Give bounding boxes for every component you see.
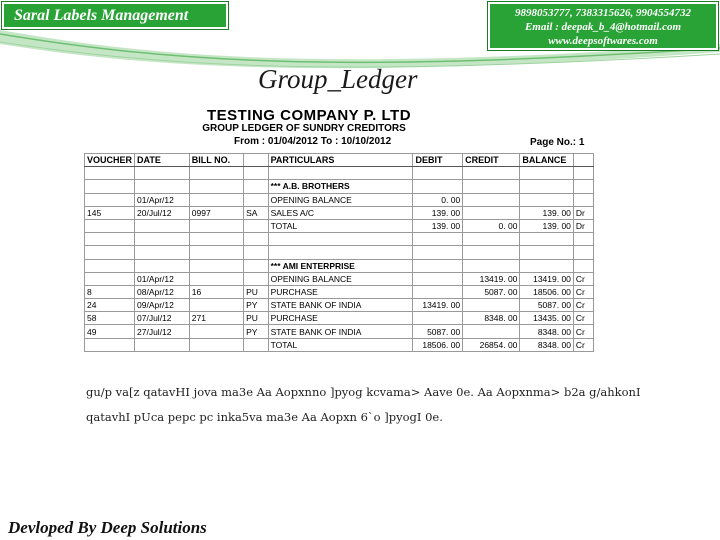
table-cell: 18506. 00 <box>413 338 463 351</box>
table-cell <box>189 219 243 232</box>
ledger-column-header: DATE <box>135 154 190 167</box>
table-cell: Dr <box>573 206 593 219</box>
ledger-column-header: PARTICULARS <box>268 154 413 167</box>
table-row <box>85 338 594 351</box>
table-cell: SA <box>244 206 268 219</box>
table-cell <box>573 259 593 272</box>
table-cell: STATE BANK OF INDIA <box>268 299 413 312</box>
table-cell <box>85 233 135 246</box>
table-cell <box>573 167 593 180</box>
table-cell <box>244 259 268 272</box>
table-cell: 01/Apr/12 <box>135 272 190 285</box>
ledger-column-header: BILL NO. <box>189 154 243 167</box>
contact-info-box <box>488 2 718 50</box>
table-cell <box>189 167 243 180</box>
table-cell <box>85 259 135 272</box>
table-cell: 20/Jul/12 <box>135 206 190 219</box>
contact-phones: 9898053777, 7383315626, 9904554732 <box>515 7 691 19</box>
table-cell <box>244 219 268 232</box>
table-cell <box>189 259 243 272</box>
table-cell <box>85 338 135 351</box>
table-cell: Cr <box>573 312 593 325</box>
table-cell: OPENING BALANCE <box>268 272 413 285</box>
table-cell <box>463 180 520 193</box>
table-cell <box>189 180 243 193</box>
table-cell: PU <box>244 312 268 325</box>
table-cell <box>135 259 190 272</box>
table-cell <box>413 272 463 285</box>
table-row <box>85 285 594 298</box>
table-cell: 09/Apr/12 <box>135 299 190 312</box>
table-cell <box>189 272 243 285</box>
table-cell <box>189 233 243 246</box>
table-cell: 26854. 00 <box>463 338 520 351</box>
table-cell <box>520 246 574 259</box>
table-cell <box>189 338 243 351</box>
table-cell: PURCHASE <box>268 312 413 325</box>
table-cell <box>413 246 463 259</box>
table-cell: 13419. 00 <box>520 272 574 285</box>
table-cell: 58 <box>85 312 135 325</box>
table-cell: PU <box>244 285 268 298</box>
app-title-box <box>2 2 228 29</box>
table-row <box>85 259 594 272</box>
table-cell <box>85 167 135 180</box>
table-cell: 49 <box>85 325 135 338</box>
table-cell: 13435. 00 <box>520 312 574 325</box>
table-row <box>85 233 594 246</box>
table-cell: 08/Apr/12 <box>135 285 190 298</box>
table-cell <box>268 246 413 259</box>
table-cell <box>244 233 268 246</box>
table-cell: 0. 00 <box>413 193 463 206</box>
ledger-column-header: DEBIT <box>413 154 463 167</box>
table-row <box>85 206 594 219</box>
table-cell <box>135 246 190 259</box>
ledger-column-header <box>573 154 593 167</box>
table-row <box>85 193 594 206</box>
table-cell: 139. 00 <box>413 206 463 219</box>
table-row <box>85 299 594 312</box>
table-cell <box>463 259 520 272</box>
table-cell: PURCHASE <box>268 285 413 298</box>
table-cell: TOTAL <box>268 338 413 351</box>
table-cell <box>463 299 520 312</box>
table-cell: TOTAL <box>268 219 413 232</box>
table-cell: *** A.B. BROTHERS <box>268 180 413 193</box>
table-cell <box>413 259 463 272</box>
table-row <box>85 272 594 285</box>
table-cell: 8348. 00 <box>520 325 574 338</box>
table-cell <box>573 246 593 259</box>
table-cell <box>189 299 243 312</box>
table-cell: 24 <box>85 299 135 312</box>
table-cell: 18506. 00 <box>520 285 574 298</box>
table-cell: SALES A/C <box>268 206 413 219</box>
table-cell: 8 <box>85 285 135 298</box>
table-cell <box>463 233 520 246</box>
table-cell <box>189 325 243 338</box>
table-row <box>85 180 594 193</box>
table-cell: 0997 <box>189 206 243 219</box>
table-cell <box>573 233 593 246</box>
table-cell: 07/Jul/12 <box>135 312 190 325</box>
table-cell <box>413 312 463 325</box>
table-cell <box>463 246 520 259</box>
table-cell: 27/Jul/12 <box>135 325 190 338</box>
table-cell: 5087. 00 <box>413 325 463 338</box>
table-cell <box>135 167 190 180</box>
table-cell <box>135 219 190 232</box>
table-cell <box>463 206 520 219</box>
table-cell <box>463 325 520 338</box>
table-cell: 271 <box>189 312 243 325</box>
report-subtitle: GROUP LEDGER OF SUNDRY CREDITORS <box>202 123 406 134</box>
table-cell <box>135 233 190 246</box>
table-cell: 01/Apr/12 <box>135 193 190 206</box>
table-cell <box>413 233 463 246</box>
table-cell <box>520 180 574 193</box>
contact-website: www.deepsoftwares.com <box>548 35 658 47</box>
table-cell <box>85 272 135 285</box>
table-cell <box>244 272 268 285</box>
ledger-column-header <box>244 154 268 167</box>
table-cell: Cr <box>573 338 593 351</box>
table-cell: Cr <box>573 285 593 298</box>
ledger-column-header: VOUCHER <box>85 154 135 167</box>
app-title: Saral Labels Management <box>14 7 189 24</box>
table-cell: 5087. 00 <box>463 285 520 298</box>
table-cell <box>85 219 135 232</box>
table-cell: Cr <box>573 272 593 285</box>
table-cell <box>85 246 135 259</box>
table-cell <box>268 167 413 180</box>
ledger-column-header: BALANCE <box>520 154 574 167</box>
table-cell <box>520 233 574 246</box>
ledger-report-image <box>84 103 594 373</box>
table-cell <box>573 193 593 206</box>
table-cell: 5087. 00 <box>520 299 574 312</box>
table-cell <box>463 167 520 180</box>
footer-credit: Devloped By Deep Solutions <box>8 518 207 537</box>
table-cell <box>413 167 463 180</box>
contact-email: Email : deepak_b_4@hotmail.com <box>524 21 682 33</box>
table-cell: *** AMI ENTERPRISE <box>268 259 413 272</box>
table-cell: 145 <box>85 206 135 219</box>
table-cell <box>244 180 268 193</box>
table-cell <box>135 180 190 193</box>
table-cell: PY <box>244 299 268 312</box>
table-row <box>85 167 594 180</box>
table-row <box>85 246 594 259</box>
table-cell: 8348. 00 <box>463 312 520 325</box>
report-page-number: Page No.: 1 <box>530 137 585 148</box>
table-cell <box>413 180 463 193</box>
table-cell: PY <box>244 325 268 338</box>
table-cell: Dr <box>573 219 593 232</box>
table-cell <box>520 259 574 272</box>
table-cell <box>85 193 135 206</box>
ledger-header-row <box>85 154 594 167</box>
page-title: Group_Ledger <box>258 64 418 94</box>
description-note: gu/p va[z qatavHI jova ma3e Aa Aopxnno ]pyog kcvama> Aave 0e. Aa Aopxnma> b2a g/ahkonI qatavhI pUca pepc pc inka5va ma3e Aa Aopxn 6`o ]pyogI 0e. <box>86 385 641 424</box>
table-cell <box>573 180 593 193</box>
table-cell: 16 <box>189 285 243 298</box>
report-period: From : 01/04/2012 To : 10/10/2012 <box>234 136 392 147</box>
report-company-name: TESTING COMPANY P. LTD <box>206 107 412 124</box>
ledger-table <box>84 153 594 352</box>
table-cell: Cr <box>573 299 593 312</box>
table-cell <box>244 193 268 206</box>
table-cell: 13419. 00 <box>463 272 520 285</box>
table-cell: 139. 00 <box>413 219 463 232</box>
table-cell <box>135 338 190 351</box>
table-cell <box>244 338 268 351</box>
table-cell <box>189 246 243 259</box>
table-cell <box>244 246 268 259</box>
table-cell <box>413 285 463 298</box>
table-cell <box>268 233 413 246</box>
table-cell: 13419. 00 <box>413 299 463 312</box>
table-cell: STATE BANK OF INDIA <box>268 325 413 338</box>
table-row <box>85 219 594 232</box>
table-cell: 8348. 00 <box>520 338 574 351</box>
table-row <box>85 325 594 338</box>
table-row <box>85 312 594 325</box>
table-cell: 139. 00 <box>520 206 574 219</box>
table-cell: 0. 00 <box>463 219 520 232</box>
table-cell <box>85 180 135 193</box>
ledger-column-header: CREDIT <box>463 154 520 167</box>
table-cell: 139. 00 <box>520 219 574 232</box>
table-cell: OPENING BALANCE <box>268 193 413 206</box>
table-cell: Cr <box>573 325 593 338</box>
table-cell <box>244 167 268 180</box>
table-cell <box>520 193 574 206</box>
table-cell <box>189 193 243 206</box>
table-cell <box>520 167 574 180</box>
table-cell <box>463 193 520 206</box>
